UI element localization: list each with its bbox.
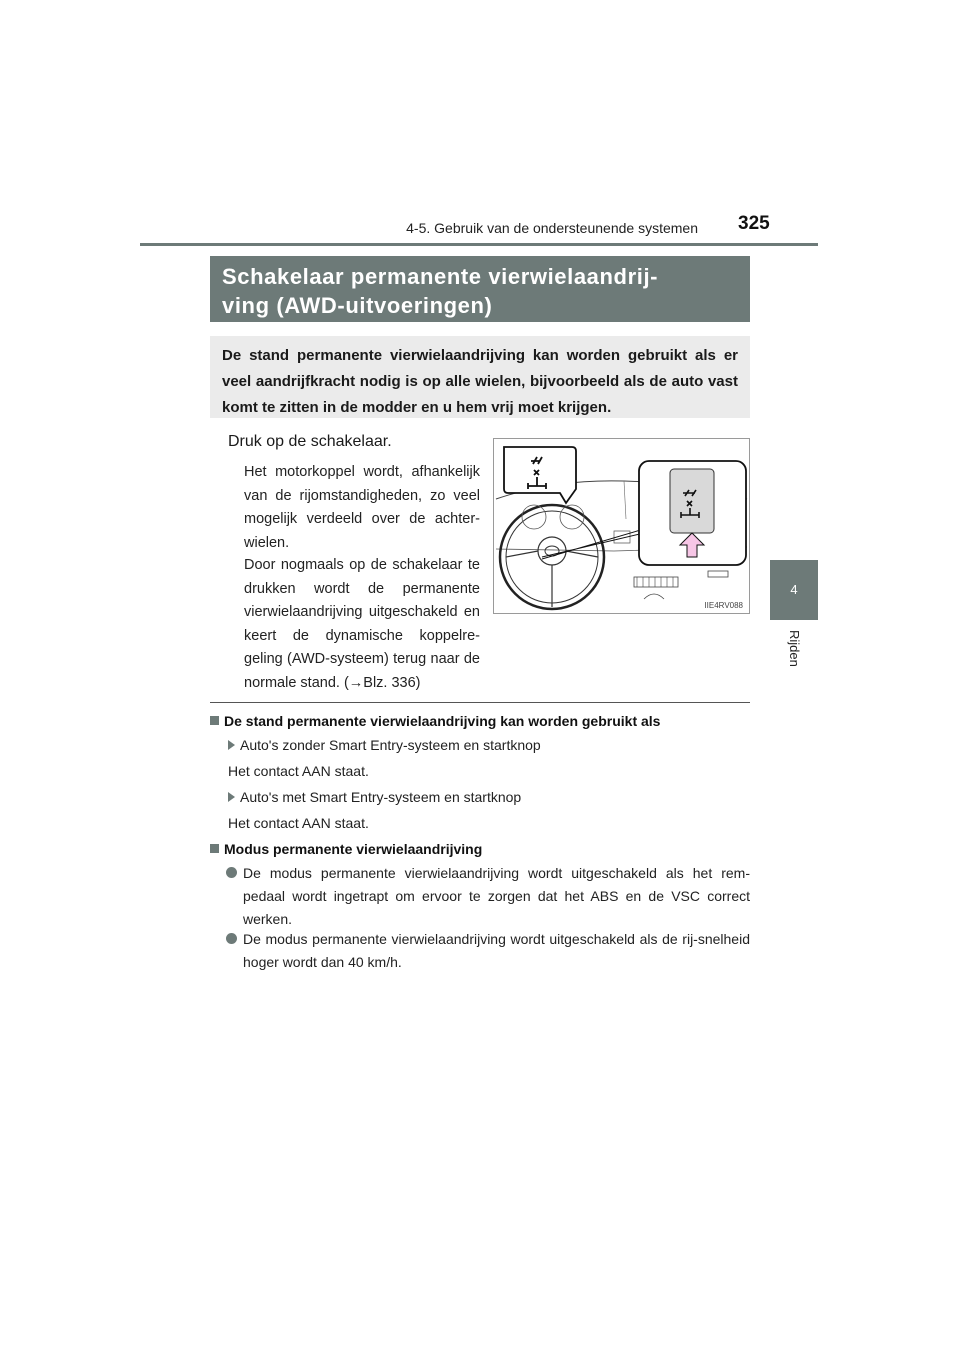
dashboard-drawing [494, 439, 749, 613]
bullet-text: De modus permanente vierwielaandrijving wordt uitgeschakeld als de rij-snelheid hoger wordt dan 40 km/h. [243, 931, 750, 970]
bullet-item [228, 862, 750, 931]
step-instruction: Druk op de schakelaar. [228, 433, 392, 450]
heading-text: De stand permanente vierwielaandrijving kan worden gebruikt als [224, 713, 661, 729]
note-paragraph-2: Door nogmaals op de schakelaar te drukken wordt de permanente vierwielaandrijving uitgeschakeld en keert de dynamische koppelre-geling (AWD-systeem) terug naar de normale stand. (→Blz. 336) [244, 557, 480, 691]
title-line-1: Schakelaar permanente vierwielaandrij- [222, 264, 659, 289]
section-title [210, 256, 750, 322]
circle-bullet-icon [226, 933, 237, 944]
switch-illustration [493, 438, 750, 614]
title-line-2: ving (AWD-uitvoeringen) [222, 293, 493, 318]
circle-bullet-icon [226, 867, 237, 878]
condition-no-smart-entry [228, 737, 541, 753]
triangle-bullet-icon [228, 740, 235, 750]
condition-text: Het contact AAN staat. [228, 763, 369, 779]
figure-code: IIE4RV088 [704, 601, 743, 610]
condition-text: Het contact AAN staat. [228, 815, 369, 831]
triangle-bullet-icon [228, 792, 235, 802]
chapter-tab: 4 [770, 560, 818, 620]
condition-label: Auto's zonder Smart Entry-systeem en startknop [240, 737, 541, 753]
running-header: 4-5. Gebruik van de ondersteunende systemen [406, 220, 698, 236]
page-number: 325 [738, 213, 770, 234]
chapter-label [768, 630, 820, 670]
section-divider [210, 702, 750, 703]
bullet-text: De modus permanente vierwielaandrijving wordt uitgeschakeld als het rem-pedaal wordt ingetrapt om ervoor te zorgen dat het ABS en de VSC correct werken. [243, 865, 750, 927]
heading-awd-mode [210, 841, 482, 857]
note-paragraph-1: Het motorkoppel wordt, afhankelijk van de rijomstandigheden, zo veel mogelijk verdeeld over de achter-wielen. [244, 464, 480, 551]
square-bullet-icon [210, 844, 219, 853]
header-rule [140, 243, 818, 246]
square-bullet-icon [210, 716, 219, 725]
heading-text: Modus permanente vierwielaandrijving [224, 841, 483, 857]
chapter-label-text: Rijden [787, 630, 802, 667]
bullet-item [228, 928, 750, 974]
condition-label: Auto's met Smart Entry-systeem en startknop [240, 789, 522, 805]
condition-smart-entry [228, 789, 521, 805]
heading-awd-usable [210, 713, 660, 729]
intro-box: De stand permanente vierwielaandrijving kan worden gebruikt als er veel aandrijfkracht nodig is op alle wielen, bijvoorbeeld als de auto vast komt te zitten in de modder en u hem vrij moet krijgen. [210, 336, 750, 418]
